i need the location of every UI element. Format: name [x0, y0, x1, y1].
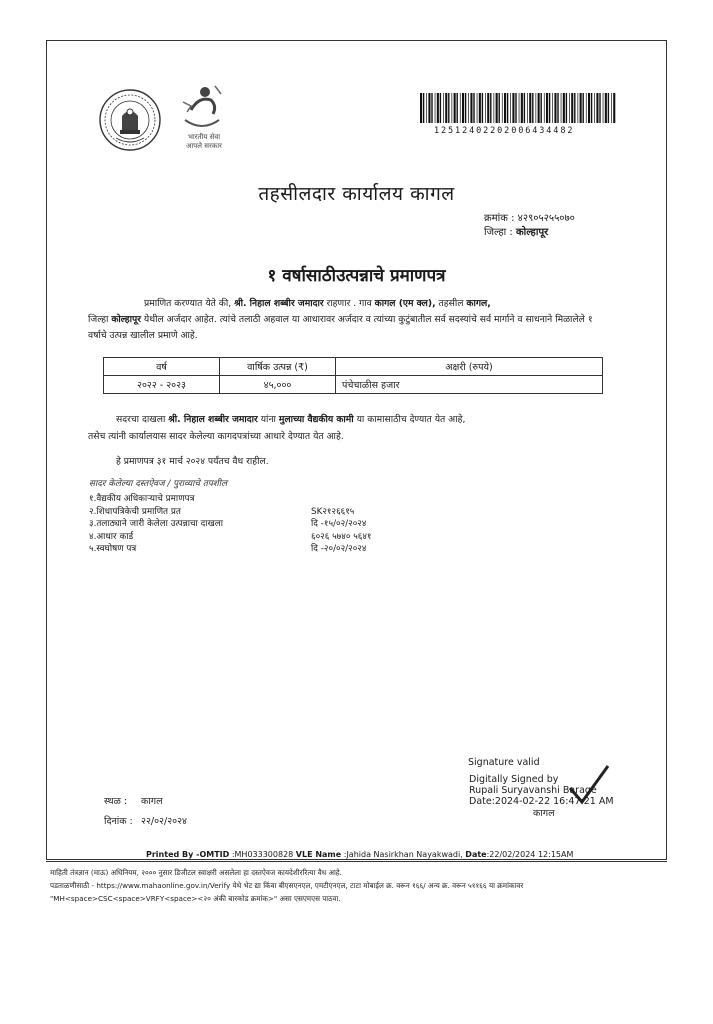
kramank-value: ४२९०५२५५०७०	[517, 213, 575, 224]
certificate-title: १ वर्षासाठीउत्पन्नाचे प्रमाणपत्र	[267, 266, 446, 286]
date-label: दिनांक :	[104, 816, 133, 827]
printed-date-label: Date	[465, 850, 487, 859]
tehsil-name: कागल,	[466, 298, 491, 309]
barcode-number: 12512402202006434482	[434, 126, 575, 136]
village-name: कागल (एम क्ल),	[374, 298, 436, 309]
jilha-label: जिल्हा :	[484, 227, 513, 238]
table-cell-words: पंचेचाळीस हजार	[336, 376, 603, 394]
printed-by	[146, 850, 573, 859]
place-label: स्थळ :	[104, 796, 128, 807]
omtid-label: OMTID	[199, 850, 230, 859]
signature-valid-text: Signature valid	[468, 757, 540, 768]
table-cell-year: २०२२ - २०२३	[104, 376, 220, 394]
barcode	[420, 93, 616, 123]
para2-text: यांना	[257, 414, 279, 425]
documents-list	[89, 493, 419, 556]
date-value: २२/०२/२०२४	[141, 816, 187, 827]
certificate-meta	[484, 212, 575, 240]
footer-divider	[46, 861, 667, 862]
doc-value: ६०२६ ५७४० ५६४१	[311, 531, 372, 542]
district-name: कोल्हापूर	[111, 314, 141, 325]
printed-date-value: :22/02/2024 12:15AM	[486, 850, 574, 859]
certificate-paragraph-1	[88, 296, 598, 344]
doc-value: दि -२०/०२/२०२४	[311, 544, 367, 554]
para2-text: या कामासाठीच देण्यात येत आहे,	[353, 414, 466, 425]
table-header-row	[104, 358, 603, 376]
doc-label: ५.स्वघोषण पत्र	[89, 544, 137, 554]
place-date-block	[104, 792, 187, 832]
para1-text: जिल्हा	[88, 314, 112, 325]
para1-text: राहणार . गाव	[323, 298, 375, 309]
footer-line: "MH<space>CSC<space>VRFY<space><२० अंकी बारकोड क्रमांक>" असा एसएमएस पाठवा.	[50, 894, 341, 903]
applicant-name: श्री. निहाल शब्बीर जमादार	[234, 298, 324, 309]
place-value: कागल	[141, 796, 163, 807]
signature-place: कागल	[533, 808, 555, 819]
vle-label: VLE Name	[295, 850, 342, 859]
list-item	[89, 543, 419, 556]
digital-signature	[469, 774, 614, 807]
applicant-name: श्री. निहाल शब्बीर जमादार	[168, 414, 258, 425]
footer-line: पडताळणीसाठी - https://www.mahaonline.gov.in/Verify येथे भेट द्या किंवा बीएसएनएल, एमटीएनएल, टाटा मोबाईल क्र. वरून १६६/ अन्य क्र. वरून ५११६६ या क्रमांकावर	[50, 881, 524, 890]
office-title: तहसीलदार कार्यालय कागल	[258, 183, 455, 205]
purpose-text: मुलाच्या वैद्यकीय कामी	[278, 414, 354, 425]
jilha-value: कोल्हापूर	[515, 227, 549, 238]
para1-text: प्रमाणित करण्यात येते की,	[144, 298, 235, 309]
signature-line: Digitally Signed by	[469, 774, 559, 785]
list-item	[89, 506, 419, 519]
omtid-value: :MH033300828	[229, 850, 296, 859]
list-item	[89, 493, 419, 506]
signer-name: Rupali Suryavanshi Barage	[469, 785, 597, 796]
para2-text: सदरचा दाखला	[116, 414, 169, 425]
doc-label: २.शिधापत्रिकेची प्रमाणित प्रत	[89, 506, 181, 517]
para2-line2: तसेच त्यांनी कार्यालयास सादर केलेल्या कागदपत्रांच्या आधारे देण्यात येत आहे.	[88, 431, 344, 442]
doc-value: दि -१५/०२/२०२४	[311, 519, 367, 529]
certificate-paragraph-2	[88, 411, 618, 445]
table-cell-income: ४५,०००	[220, 376, 336, 394]
logo-caption: भारतीय सेवा आपले सरकार	[186, 133, 222, 150]
kramank-label: क्रमांक :	[484, 213, 515, 224]
doc-value: SK२१२६६१५	[311, 506, 355, 517]
maharashtra-seal-icon	[98, 86, 162, 156]
footer-line: माहिती तंत्रज्ञान (माऊ) अधिनियम, २००० नुसार डिजीटल स्वाक्षरी असलेला हा दस्तऐवज कायदेशीररित्या वैध आहे.	[50, 868, 342, 877]
certificate-border	[46, 40, 667, 860]
validity-text: हे प्रमाणपत्र ३१ मार्च २०२४ पर्यंतच वैध राहील.	[116, 456, 269, 467]
table-header-words: अक्षरी (रुपये)	[336, 358, 603, 376]
documents-heading: सादर केलेल्या दस्तऐवज / पुराव्याचे तपशील	[89, 479, 228, 489]
footer-notes	[50, 866, 670, 905]
list-item	[89, 531, 419, 544]
para1-text: तहसील	[435, 298, 467, 309]
doc-label: ४.आधार कार्ड	[89, 531, 134, 542]
table-header-income: वार्षिक उत्पन्न (₹)	[220, 358, 336, 376]
aaple-sarkar-logo-icon	[177, 80, 227, 134]
vle-value: :Jahida Nasirkhan Nayakwadi,	[341, 850, 466, 859]
table-header-year: वर्ष	[104, 358, 220, 376]
doc-label: १.वैद्यकीय अधिकाऱ्याचे प्रमाणपत्र	[89, 494, 195, 504]
table-row	[104, 376, 603, 394]
printed-prefix: Printed By -	[146, 850, 200, 859]
signature-date: Date:2024-02-22 16:47:21 AM	[469, 796, 614, 807]
list-item	[89, 518, 419, 531]
income-table	[103, 357, 603, 394]
para1-text: येथील अर्जदार आहेत. त्यांचे तलाठी अहवाल या आधारावर अर्जदार व त्यांच्या कुटुंबातील सर्व सदस्यांचे सर्व मार्गाने व साधनाने मिळालेले १ वर्षाचे उत्पन्न खालील प्रमाणे आहे.	[88, 314, 593, 341]
doc-label: ३.तलाठ्याने जारी केलेला उत्पन्नाचा दाखला	[89, 519, 224, 529]
